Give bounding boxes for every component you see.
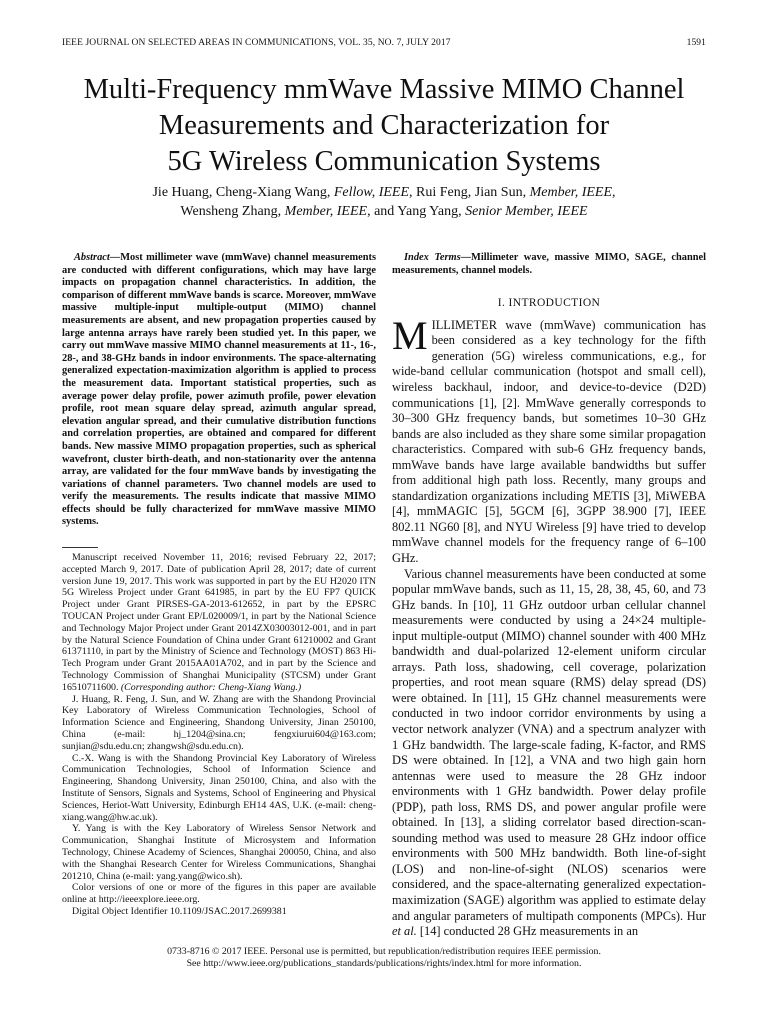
author-line-2 (40, 202, 728, 221)
author-grade: Member, IEEE (284, 204, 368, 219)
abstract-label: Abstract (74, 252, 110, 263)
footnote-yang: Y. Yang is with the Key Laboratory of Wireless Sensor Network and Communication, Shanghai Institute of Microsystem and Information Technology, Chinese Academy of Sciences, Shanghai 200050, China, and also with the Shanghai Research Center for Wireless Communications, Shanghai 201210, China (e-mail: yang.yang@wico.sh). (62, 823, 376, 882)
rights-link-line: See http://www.ieee.org/publications_standards/publications/rights/index.html for more information. (186, 958, 582, 969)
page-number: 1591 (686, 38, 706, 48)
footnote-manuscript (62, 552, 376, 694)
index-terms (392, 252, 706, 277)
footnote-text: Manuscript received November 11, 2016; revised February 22, 2017; accepted March 9, 2017. Date of publication April 28, 2017; date of current version June 19, 2017. This work was supported in part by the EU H2020 ITN 5G Wireless Project under Grant 641985, in part by the EU FP7 QUICK Project under Grant PIRSES-GA-2013-612652, in part by the EPSRC TOUCAN Project under Grant EP/L020009/1, in part by the National Science and Technology Major Project under Grant 2014ZX03003012-001, and in part by the Natural Science Foundation of China under Grant 61210002 and Grant 61371110, in part by the Ministry of Science and Technology (MOST) 863 Hi-Tech Program under Grant 2015AA01A702, and in part by the Science and Technology Commission of Shanghai Municipality (STCSM) under Grant 16510711600. (62, 552, 376, 693)
left-column (62, 252, 376, 918)
author-names: Wensheng Zhang, (180, 204, 285, 219)
author-names: Jie Huang, Cheng-Xiang Wang, (152, 185, 334, 200)
author-names: , and Yang Yang, (367, 204, 466, 219)
footnote-huang: J. Huang, R. Feng, J. Sun, and W. Zhang are with the Shandong Provincial Key Laboratory of Wireless Communication Technologies, School of Information Science and Engineering, Shandong University, Jinan 250100, China (e-mail: hj_1204@sina.cn; fengxiurui604@163.com; sunjian@sdu.edu.cn; zhangwsh@sdu.edu.cn). (62, 693, 376, 752)
intro-paragraph-1 (392, 312, 706, 567)
title-line-2: Measurements and Characterization for (158, 110, 610, 141)
author-grade: Member, IEEE (529, 185, 613, 200)
author-line-1 (40, 183, 728, 202)
author-list (40, 183, 728, 221)
abstract (62, 252, 376, 529)
title-line-3: 5G Wireless Communication Systems (167, 146, 601, 177)
title-line-1: Multi-Frequency mmWave Massive MIMO Channel (83, 74, 685, 105)
right-column (392, 252, 706, 940)
author-grade: Senior Member, IEEE (465, 204, 588, 219)
journal-name: IEEE JOURNAL ON SELECTED AREAS IN COMMUNICATIONS, VOL. 35, NO. 7, JULY 2017 (62, 38, 451, 48)
index-terms-text: —Millimeter wave, massive MIMO, SAGE, channel measurements, channel models. (392, 252, 706, 276)
author-grade: Fellow, IEEE (333, 185, 410, 200)
citation-et-al: et al. (392, 924, 417, 939)
copyright-line: 0733-8716 © 2017 IEEE. Personal use is permitted, but republication/redistribution requires IEEE permission. (167, 946, 601, 957)
intro-paragraph-2 (392, 567, 706, 940)
running-header (62, 38, 706, 52)
copyright-footer (62, 946, 706, 970)
paragraph-text: [14] conducted 28 GHz measurements in an (416, 924, 639, 939)
author-names: , Rui Feng, Jian Sun, (409, 185, 530, 200)
footnote-doi: Digital Object Identifier 10.1109/JSAC.2017.2699381 (72, 905, 287, 917)
author-separator: , (612, 185, 616, 200)
corresponding-author: (Corresponding author: Cheng-Xiang Wang.) (120, 681, 302, 693)
paragraph-text: Various channel measurements have been conducted at some popular mmWave bands, such as 11, 15, 28, 38, 45, 60, and 73 GHz bands. In [10], 11 GHz outdoor urban cellular channel measurements were conducted by using a 24×24 multiple-input multiple-output (MIMO) channel sounder with 400 MHz bandwidth and dual-polarized 12-element uniform circular arrays. Path loss, shadowing, cell coverage, polarization properties, and root mean square (RMS) delay spread (DS) were obtained. In [11], 15 GHz channel measurements were conducted in two indoor corridor environments by using a vector network analyzer (VNA) and a spectrum analyzer with 1 GHz bandwidth. The large-scale fading, K-factor, and RMS DS were obtained. In [12], a VNA and two high gain horn antennas were used to measure the 28 GHz indoor environments with 1 GHz bandwidth. Power delay profile (PDP), path loss, RMS DS, and power angular profile were obtained. In [13], a sliding correlator based direction-scan-sounding method was used to measure 28 GHz indoor office environments with 500 MHz bandwidth. Both line-of-sight (LOS) and non-line-of-sight (NLOS) scenarios were considered, and the space-alternating generalized expectation-maximization (SAGE) algorithm was applied to estimate delay and angular parameters of multipath components (MPCs). Hur (392, 566, 706, 923)
footnote-wang: C.-X. Wang is with the Shandong Provincial Key Laboratory of Wireless Communication Technologies, School of Information Science and Engineering, Shandong University, Jinan 250100, China, and also with the Institute of Sensors, Signals and Systems, School of Engineering and Physical Sciences, Heriot-Watt University, Edinburgh EH14 4AS, U.K. (e-mail: cheng-xiang.wang@hw.ac.uk). (62, 752, 376, 823)
paper-title (40, 72, 728, 180)
index-terms-label: Index Terms (404, 252, 461, 263)
drop-cap: M (392, 312, 428, 358)
abstract-text: —Most millimeter wave (mmWave) channel measurements are conducted with different configurations, which may have large impacts on propagation channel characteristics. In addition, the comparison of different mmWave bands is scarce. Moreover, mmWave massive multiple-input multiple-output (MIMO) channel measurements are absent, and new propagation properties caused by large antenna arrays have rarely been studied yet. In this paper, we carry out mmWave massive MIMO channel measurements at 11-, 16-, 28-, and 38-GHz bands in indoor environments. The space-alternating generalized expectation-maximization algorithm is applied to process the measurement data. Important statistical properties, such as average power delay profile, power azimuth profile, power elevation profile, root mean square delay spread, azimuth angular spread, elevation angular spread, and their cumulative distribution functions and correlation properties, are obtained and compared for different bands. New massive MIMO propagation properties, such as spherical wavefront, cluster birth-death, and non-stationarity over the antenna array, are validated for the four mmWave bands by investigating the variations of channel parameters. Two channel models are used to verify the measurements. The results indicate that massive MIMO effects should be fully characterized for mmWave massive MIMO systems. (62, 252, 376, 528)
footnote-color: Color versions of one or more of the figures in this paper are available online at http://ieeexplore.ieee.org. (62, 882, 376, 906)
section-heading-introduction: I. INTRODUCTION (497, 297, 601, 310)
paragraph-text: ILLIMETER wave (mmWave) communication has been considered as a key technology for the fifth generation (5G) wireless communications, e.g., for wide-band cellular communication (hotspot and small cell), wireless backhaul, indoor, and device-to-device (D2D) communications [1], [2]. MmWave generally corresponds to 30–300 GHz frequency bands, but sometimes 10–30 GHz bands are also included as they share some similar propagation characteristics. Compared with sub-6 GHz frequency bands, mmWave bands have large available bandwidths but suffer from additional high path loss. Recently, many groups and standardization organizations including METIS [3], MiWEBA [4], mmMAGIC [5], 5GCM [6], 3GPP 38.900 [7], IEEE 802.11 NG60 [8], and NYU Wireless [9] have tried to develop mmWave channel models for the frequency range of 6–100 GHz. (392, 317, 706, 565)
